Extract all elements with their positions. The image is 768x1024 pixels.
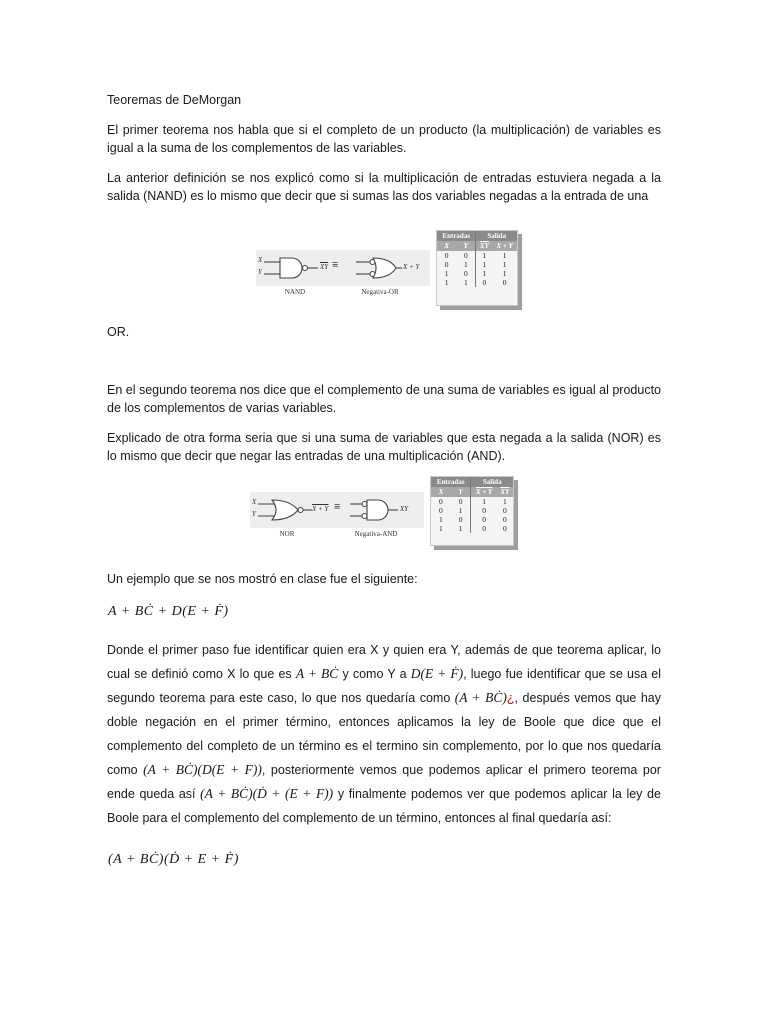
table-cell: 0 (503, 515, 507, 524)
paragraph-solution-steps (107, 638, 661, 830)
figure-nor-equivalence (250, 474, 522, 556)
table-cell: 0 (439, 506, 443, 515)
table-col: Y (456, 241, 476, 251)
table-col: X (431, 487, 451, 497)
paragraph-example-intro: Un ejemplo que se nos mostró en clase fue el siguiente: (107, 572, 418, 586)
table-cell: 1 (458, 506, 463, 515)
table-row (431, 515, 513, 524)
table-col: X + Y (492, 241, 517, 251)
input-x-label: X (252, 498, 257, 506)
paragraph-or-tail: OR. (107, 325, 130, 339)
table-cell: 1 (458, 524, 463, 533)
math-second-theorem-result: (A + BĊ) (454, 690, 507, 705)
negative-or-caption: Negativa-OR (361, 288, 399, 296)
table-cell: 1 (439, 515, 443, 524)
input-y-label: Y (258, 268, 262, 276)
table-cell: 1 (444, 278, 449, 287)
table-cell: 0 (503, 524, 507, 533)
table-col: X (437, 241, 456, 251)
paragraph-nand-explanation: La anterior definición se nos explicó como si la multiplicación de entradas estuviera negada a la salida (NAND) es lo mismo que decir que si sumas las dos variables negadas a la entrada de una (107, 171, 661, 203)
math-y-term: D(E + Ḟ) (410, 666, 464, 681)
table-cell: 0 (464, 269, 468, 278)
table-cell: 1 (502, 251, 507, 260)
equivalence-symbol: ≡ (334, 501, 341, 513)
table-row (431, 524, 513, 533)
table-cell: 1 (464, 278, 468, 287)
table-cell: 1 (476, 260, 492, 269)
table-cell: 0 (458, 515, 463, 524)
table-head-outputs: Salida (476, 231, 517, 241)
table-cell: 1 (464, 260, 468, 269)
step-text: y como Y a (342, 667, 407, 681)
table-cell: 0 (444, 251, 449, 260)
step-text: , luego fue identificar que se usa el segundo teorema para este caso, lo que nos quedaría como (107, 667, 662, 705)
table-head-outputs: Salida (471, 477, 513, 487)
step-text: , después vemos que hay doble negación en el primer término, entonces aplicamos la ley de Boole que dice que el complemento del completo de un término es el termino sin complemento, por lo que nos quedaría como (107, 691, 662, 777)
table-row (431, 497, 513, 506)
paragraph-nor-explanation: Explicado de otra forma seria que si una suma de variables que esta negada a la salida (NOR) es lo mismo que decir que negar las entradas de una multiplicación (AND). (107, 431, 661, 463)
table-cell: 1 (471, 497, 497, 506)
gate-diagram-nand (256, 250, 430, 286)
table-cell: 0 (464, 251, 468, 260)
input-y-label: Y (252, 510, 256, 518)
nand-caption: NAND (284, 288, 306, 296)
table-cell: 1 (502, 260, 507, 269)
step-text: y finalmente podemos ver que podemos aplicar la ley de Boole para el complemento del complemento de un término, entonces al final quedaría así: (107, 787, 661, 825)
truth-table (437, 231, 517, 287)
table-row (437, 260, 517, 269)
table-row (431, 506, 513, 515)
table-cell: 0 (444, 260, 449, 269)
table-row (437, 251, 517, 260)
page-title: Teoremas de DeMorgan (107, 93, 242, 107)
table-col: X + Y (471, 487, 497, 497)
step-text: , posteriormente vemos que podemos aplicar el primero teorema por ende queda así (107, 763, 661, 801)
negative-or-output-label: X + Y (403, 263, 420, 271)
expression-final: (A + BĊ)(Ḋ + E + Ḟ) (108, 852, 239, 867)
table-col: $\overline{XY}$ (497, 487, 513, 497)
math-double-negation-result: (A + BĊ)(D(E + F)) (143, 762, 262, 777)
math-first-theorem-result: (A + BĊ)(Ḋ + (E + F)) (200, 786, 334, 801)
table-head-inputs: Entradas (437, 231, 476, 241)
math-x-term: A + BĊ (295, 666, 339, 681)
step-text: Donde el primer paso fue identificar quien era X y quien era Y, además de que teorema aplicar, lo cual se definió como X lo que es (107, 643, 661, 681)
table-cell: 1 (476, 251, 492, 260)
expression-example: A + BĊ + D(E + Ḟ) (108, 604, 229, 619)
table-cell: 0 (502, 278, 507, 287)
paragraph-second-theorem: En el segundo teorema nos dice que el complemento de una suma de variables es igual al producto de los complementos de varias variables. (107, 383, 661, 415)
table-cell: 1 (444, 269, 449, 278)
table-cell: 1 (502, 269, 507, 278)
table-col: Y (451, 487, 471, 497)
table-cell: 0 (439, 497, 443, 506)
paragraph-first-theorem: El primer teorema nos habla que si el completo de un producto (la multiplicación) de variables es igual a la suma de los complementos de las variables. (107, 123, 661, 155)
table-cell: 0 (471, 515, 497, 524)
table-head-inputs: Entradas (431, 477, 471, 487)
truth-table-nand (436, 230, 518, 306)
nor-output-label: X + Y (312, 505, 329, 513)
table-col: $\overline{XY}$ (476, 241, 492, 251)
input-x-label: X (258, 256, 263, 264)
nor-caption: NOR (279, 530, 295, 538)
equivalence-symbol: ≡ (332, 259, 339, 271)
nand-output-label: $\overline{XY}$ (320, 263, 329, 271)
table-cell: 1 (503, 497, 507, 506)
table-cell: 0 (471, 506, 497, 515)
table-cell: 0 (476, 278, 492, 287)
gate-diagram-nor (250, 492, 424, 528)
spellcheck-mark: ¿ (506, 691, 515, 705)
table-row (437, 269, 517, 278)
figure-nand-equivalence (256, 228, 524, 312)
truth-table-nor (430, 476, 514, 546)
negative-and-caption: Negativa-AND (354, 530, 398, 538)
table-cell: 1 (439, 524, 443, 533)
table-cell: 0 (458, 497, 463, 506)
table-cell: 0 (471, 524, 497, 533)
table-row (437, 278, 517, 287)
table-cell: 0 (503, 506, 507, 515)
truth-table (431, 477, 513, 533)
negative-and-output-label: XY (400, 505, 409, 513)
table-cell: 1 (476, 269, 492, 278)
